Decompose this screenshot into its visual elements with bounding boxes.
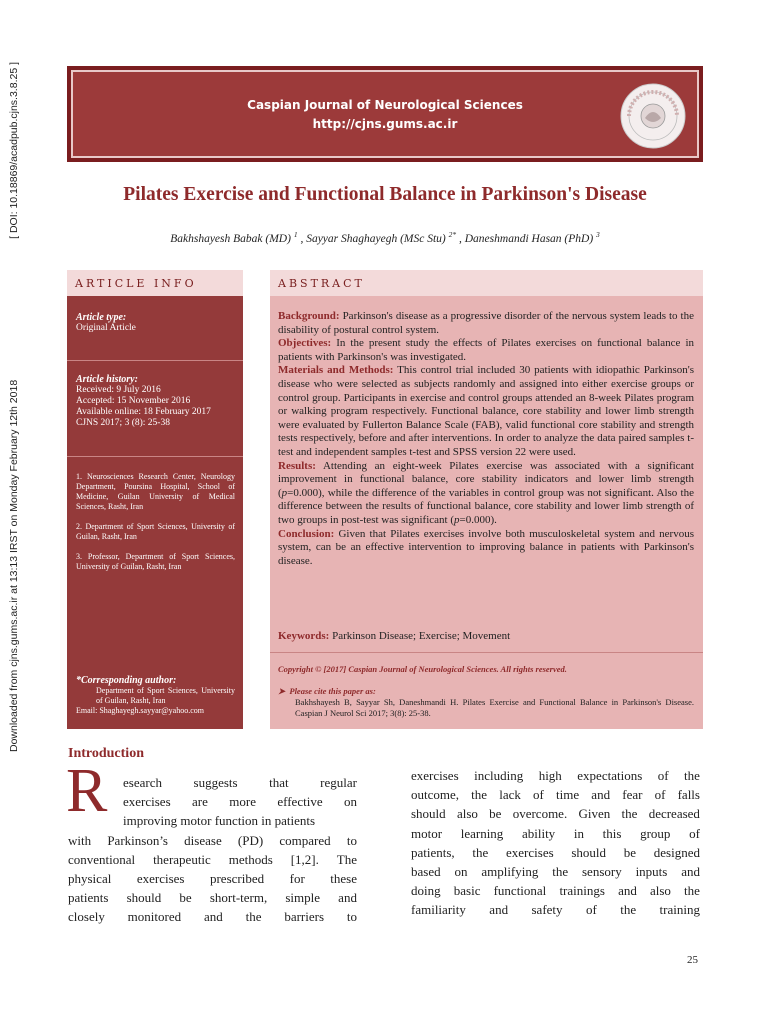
text-line: improving motor function in patients [123, 813, 316, 829]
cite-label: ➤ Please cite this paper as: [278, 686, 376, 696]
text-line: closely monitored and the barriers to [68, 909, 357, 925]
conclusion-label: Conclusion: [278, 527, 335, 540]
affiliation-1: 1. Neurosciences Research Center, Neurology Department, Poursina Hospital, School of Medicine, Guilan University of Medical Sciences, Rasht, Iran [76, 472, 235, 511]
text-line: motor learning ability in this group of [411, 825, 700, 841]
text-line: with Parkinson’s disease (PD) compared to [68, 832, 357, 848]
article-info-heading: ARTICLE INFO [67, 270, 243, 296]
affiliations-section [76, 472, 235, 582]
keywords [278, 630, 510, 642]
copyright-notice: Copyright © [2017] Caspian Journal of Neurological Sciences. All rights reserved. [278, 664, 567, 674]
journal-name: Caspian Journal of Neurological Sciences [247, 98, 523, 112]
text-line: physical exercises prescribed for these [68, 870, 357, 886]
accepted-date: Accepted: 15 November 2016 [76, 396, 191, 406]
article-info-panel [67, 296, 243, 729]
methods-text: This control trial included 30 patients with idiopathic Parkinson's disease who were selected as subjects randomly and assigned into either exercise groups or control group. Participants in exercise and control groups attended an 8-week Pilates program or walking program respectively. Functional balance, core stability and lower limb strength were evaluated by Fullerton Balance Scale (FAB), valid functional core stability and strength tests respectively, before and after interventions. In order to analyze the data paired samples t-test and independent samples t-test and SPSS version 22 were used. [278, 364, 694, 458]
text-line: doing basic functional trainings and also the [411, 883, 700, 899]
text-line: familiarity and safety of the training [411, 902, 700, 918]
text-line: exercises including high expectations of the [411, 768, 700, 783]
text-line: patients should be short-term, simple and [68, 890, 357, 906]
article-type-value: Original Article [76, 323, 136, 333]
text-line: esearch suggests that regular [123, 775, 357, 790]
abstract-divider [270, 652, 703, 653]
journal-seal-logo [619, 82, 687, 150]
author-list: Bakhshayesh Babak (MD) $^1$ , Sayyar Shaghayegh (MSc Stu) $^{2*}$ , Daneshmandi Hasan (PhD) $^3$ [170, 230, 600, 245]
arrow-bullet-icon: ➤ [278, 686, 290, 696]
background-text: Parkinson's disease as a progressive disorder of the nervous system leads to the disability of postural control system. [278, 310, 694, 336]
doi-link[interactable]: [ DOI: 10.18869/acadpub.cjns.3.8.25 ] [8, 62, 20, 239]
journal-banner [67, 66, 703, 162]
keywords-label: Keywords: [278, 630, 330, 642]
journal-url[interactable]: http://cjns.gums.ac.ir [312, 117, 458, 131]
available-date: Available online: 18 February 2017 [76, 407, 211, 417]
article-type-section [76, 312, 235, 334]
abstract-body [278, 310, 694, 568]
text-line: outcome, the lack of time and fear of falls [411, 787, 700, 803]
drop-cap: R [66, 757, 108, 825]
keywords-text: Parkinson Disease; Exercise; Movement [332, 630, 511, 642]
received-date: Received: 9 July 2016 [76, 385, 161, 395]
corresponding-label: *Corresponding author: [76, 675, 177, 686]
paper-title: Pilates Exercise and Functional Balance in Parkinson's Disease [123, 184, 647, 205]
author-2: Sayyar Shaghayegh (MSc Stu) [306, 232, 446, 245]
intro-left-column [68, 773, 357, 927]
citation-block [278, 686, 694, 719]
download-note: Downloaded from cjns.gums.ac.ir at 13:13 IRST on Monday February 12th 2018 [8, 379, 20, 752]
author-1: Bakhshayesh Babak (MD) [170, 232, 291, 245]
text-line: patients, the exercises should be designed [411, 844, 700, 860]
methods-label: Materials and Methods: [278, 364, 394, 377]
text-line: should also be overcome. Given the decreased [411, 806, 700, 822]
journal-citation: CJNS 2017; 3 (8): 25-38 [76, 418, 170, 428]
abstract-panel [270, 296, 703, 729]
journal-banner-inner [71, 70, 699, 158]
corresponding-email[interactable]: Email: Shaghayegh.sayyar@yahoo.com [76, 706, 204, 715]
affiliation-3: 3. Professor, Department of Sport Sciences, University of Guilan, Rasht, Iran [76, 552, 235, 571]
intro-right-column [411, 766, 700, 920]
article-type-label: Article type: [76, 312, 127, 323]
objectives-text: In the present study the effects of Pilates exercises on functional balance in patients with Parkinson's was investigated. [278, 337, 695, 363]
info-divider [67, 456, 243, 457]
text-line: conventional therapeutic methods [1,2]. The [68, 851, 357, 867]
affiliation-2: 2. Department of Sport Sciences, University of Guilan, Rasht, Iran [76, 522, 235, 541]
cite-text: Bakhshayesh B, Sayyar Sh, Daneshmandi H. Pilates Exercise and Functional Balance in Parkinson's Disease. Caspian J Neurol Sci 2017; 3(8): 25-38. [295, 697, 694, 718]
author-2-affiliation: 2* [448, 230, 457, 239]
introduction-heading: Introduction [68, 746, 144, 761]
objectives-label: Objectives: [278, 337, 332, 350]
results-label: Results: [278, 459, 316, 472]
page-number: 25 [687, 954, 698, 966]
results-text: Attending an eight-week Pilates exercise was associated with a significant improvement in functional balance, core stability indicators and lower limb strength (p=0.000), while the difference of the variables in control group was not significant. Also the difference between the results of functional balance, core stability and lower limb strength of two groups in post-test was significant (p=0.000). [278, 459, 694, 526]
side-margin-text [4, 62, 24, 752]
conclusion-text: Given that Pilates exercises involve both musculoskeletal system and nervous system, can be an effective intervention to improving balance in patients with Parkinson's disease. [278, 527, 694, 567]
corresponding-author-section [76, 675, 235, 716]
article-history-section [76, 374, 235, 429]
author-3: Daneshmandi Hasan (PhD) [464, 232, 594, 245]
author-1-affiliation: 1 [293, 230, 298, 239]
article-history-label: Article history: [76, 374, 138, 385]
text-line: based on amplifying the sensory inputs and [411, 863, 700, 879]
author-3-affiliation: 3 [596, 230, 600, 239]
text-line: exercises are more effective on [123, 794, 357, 810]
abstract-heading: ABSTRACT [270, 270, 703, 296]
info-divider [67, 360, 243, 361]
background-label: Background: [278, 310, 340, 322]
corresponding-dept: Department of Sport Sciences, University of Guilan, Rasht, Iran [96, 686, 235, 705]
